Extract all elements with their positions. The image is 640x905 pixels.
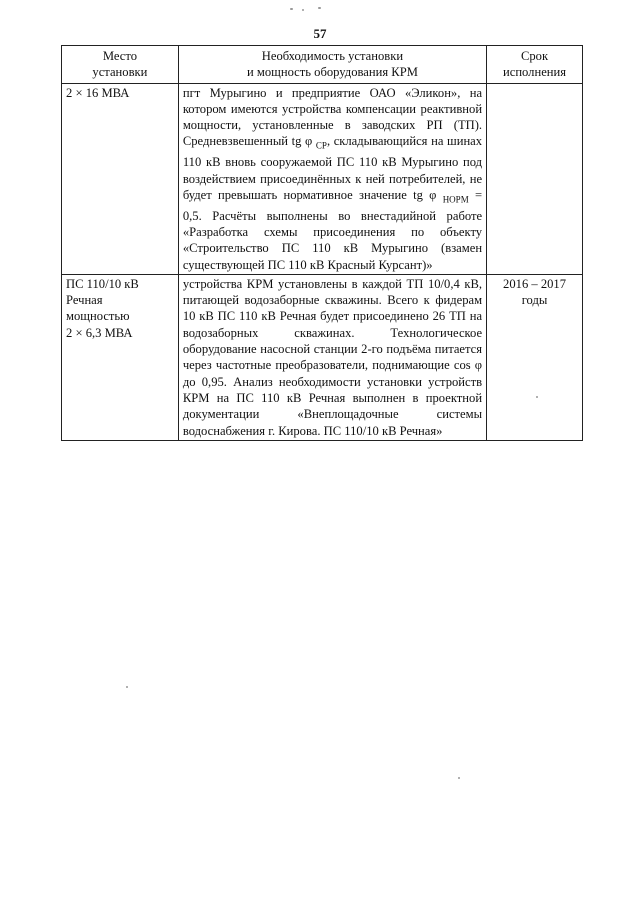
scan-speck: [458, 777, 460, 779]
row1-term: [487, 83, 583, 274]
scan-speck: [318, 7, 321, 9]
row2-term-line2: годы: [521, 293, 548, 308]
row1-description: [178, 83, 486, 274]
header-place-line1: Место: [102, 49, 137, 63]
row1-text-mid: , складывающийся на шинах 110 кВ вновь сооружаемой ПС 110 кВ Мурыгино под воздействием присоединённых к ней потребителей, не будет превышать нормативное значение: [182, 134, 483, 202]
page-number: 57: [313, 26, 327, 41]
header-place-line2: установки: [92, 65, 148, 80]
row1-sub-norm: НОРМ: [442, 194, 469, 205]
header-term: [487, 46, 583, 84]
row1-text-after: = 0,5. Расчёты выполнены во внестадийной работе «Разработка схемы присоединения по объекту «Строительство ПС 110 кВ Мурыгино (взамен существующей ПС 110 кВ Красный Курсант)»: [182, 187, 483, 272]
row1-sub-sr: СР: [315, 141, 327, 151]
row2-description: устройства КРМ установлены в каждой ТП 10/0,4 кВ, питающей водозаборные скважины. Всего к фидерам 10 кВ ПС 110 кВ Речная будет присоединено 26 ТП на водозаборных скважинах. Технологическое оборудование насосной станции 2-го подъёма питается через частотные преобразователи, поднимающие cos φ до 0,95. Анализ необходимости установки устройств КРМ на ПС 110 кВ Речная выполнен в проектной документации «Внеплощадочные системы водоснабжения г. Кирова. ПС 110/10 кВ Речная»: [178, 274, 486, 440]
row2-place-line3: мощностью: [66, 309, 130, 324]
header-term-line1: Срок: [520, 49, 549, 63]
row1-tg-symbol: tg φ: [291, 134, 313, 149]
table-row: [62, 83, 583, 274]
row2-place-line4: 2 × 6,3 МВА: [66, 325, 133, 340]
row1-text-before: пгт Мурыгино и предприятие ОАО «Эликон», на котором имеются устройства компенсации реактивной мощности, установленные в заводских РП (ТП). Средневзвешенный: [182, 85, 483, 149]
requirements-table: [61, 45, 583, 441]
scan-speck: [290, 8, 293, 10]
row2-place-line2: Речная: [66, 293, 103, 308]
row2-term-line1: 2016 – 2017: [503, 276, 567, 291]
header-necessity-line1: Необходимость установки: [261, 49, 404, 63]
header-term-line2: исполнения: [502, 65, 567, 80]
row1-tg-symbol-2: tg φ: [413, 187, 437, 202]
scan-speck: [302, 9, 304, 11]
table-row: [62, 274, 583, 440]
table-header-row: [62, 46, 583, 84]
row1-place: [62, 83, 179, 274]
header-necessity: [178, 46, 486, 84]
row1-place-line1: 2 × 16 МВА: [66, 85, 130, 100]
row2-place: [62, 274, 179, 440]
header-place: [62, 46, 179, 84]
row2-place-line1: ПС 110/10 кВ: [66, 276, 139, 291]
scan-speck: [126, 686, 128, 688]
header-necessity-line2: и мощность оборудования КРМ: [246, 65, 418, 80]
row2-term: [487, 274, 583, 440]
scan-speck: [536, 396, 538, 398]
